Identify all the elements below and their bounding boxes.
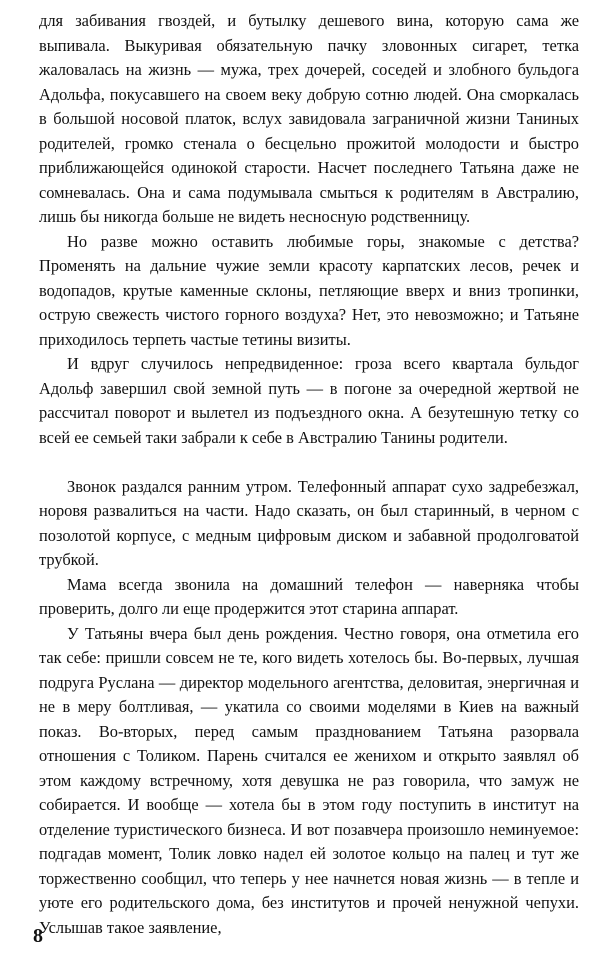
paragraph-4: Звонок раздался ранним утром. Телефонный аппарат сухо задребезжал, норовя развалиться на части. Надо сказать, он был старинный, в черном с позолотой корпусе, с медным цифровым диском и забавной продолговатой трубкой. [39, 476, 579, 569]
body-text [39, 9, 579, 940]
paragraph-1: для забивания гвоздей, и бутылку дешевого вина, которую сама же выпивала. Выкуривая обязательную пачку зловонных сигарет, тетка жаловалась на жизнь — мужа, трех дочерей, соседей и злобного бульдога Адольфа, покусавшего на своем веку добрую сотню людей. Она сморкалась в большой носовой платок, вслух завидовала заграничной жизни Таниных родителей, громко стенала о бесцельно прожитой молодости и быстро приближающейся одинокой старости. Насчет последнего Татьяна даже не сомневалась. Она и сама подумывала смыться к родителям в Австралию, лишь бы никогда больше не видеть несносную родственницу. [39, 11, 579, 226]
paragraph-3: И вдруг случилось непредвиденное: гроза всего квартала бульдог Адольф завершил свой земной путь — в погоне за очередной жертвой не рассчитал поворот и вылетел из подъездного окна. А безутешную тетку со всей ее семьей таки забрали к себе в Австралию Танины родители. [39, 354, 579, 447]
page-number: 8 [33, 925, 43, 947]
paragraph-5: Мама всегда звонила на домашний телефон — наверняка чтобы проверить, долго ли еще продержится этот старина аппарат. [39, 574, 579, 618]
paragraph-6: У Татьяны вчера был день рождения. Честно говоря, она отметила его так себе: пришли совсем не те, кого видеть хотелось бы. Во-первых, лучшая подруга Руслана — директор модельного агентства, деловитая, энергичная и не в меру болтливая, — укатила со своими моделями в Киев на важный показ. Во-вторых, перед самым празднованием Татьяна разорвала отношения с Толиком. Парень считался ее женихом и открыто заявлял об этом каждому встречному, хотя девушка не раз говорила, что замуж не собирается. И вообще — хотела бы в этом году поступить в институт на отделение туристического бизнеса. И вот позавчера произошло неминуемое: подгадав момент, Толик ловко надел ей золотое кольцо на палец и тут же торжественно сообщил, что теперь у нее начнется новая жизнь — в тепле и уюте его родительского дома, без институтов и прочей ненужной чепухи. Услышав такое заявление, [39, 623, 579, 937]
paragraph-2: Но разве можно оставить любимые горы, знакомые с детства? Променять на дальние чужие земли красоту карпатских лесов, речек и водопадов, крутые каменные склоны, петляющие вверх и вниз тропинки, острую свежесть чистого горного воздуха? Нет, это невозможно; и Татьяне приходилось терпеть частые тетины визиты. [39, 231, 579, 349]
